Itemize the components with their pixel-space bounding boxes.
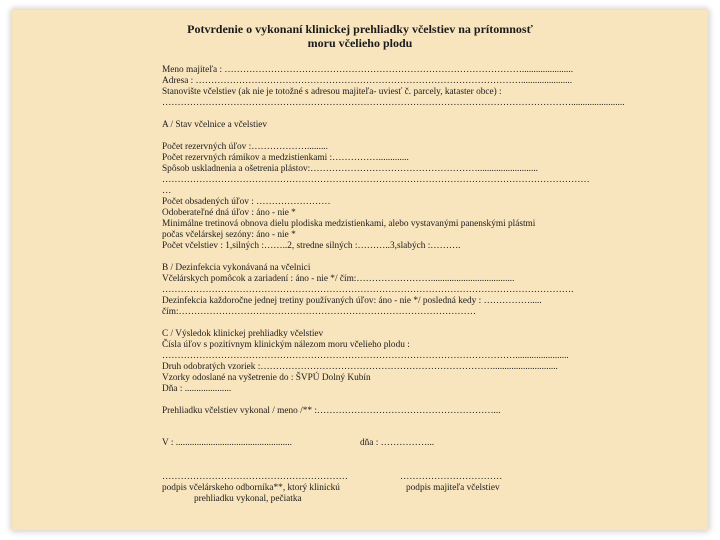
occupied-hives-line: Počet obsadených úľov : …………………… — [162, 197, 331, 207]
signature-right-dots: …………………………… — [400, 472, 503, 482]
owner-name-line: Meno majiteľa : ……………………………………………………………………………………...................... — [162, 65, 574, 75]
sent-date-line: Dňa : .................... — [162, 384, 232, 394]
samples-line: Druh odobratých vzoriek :…………………………………………………………………............................ — [162, 362, 558, 372]
disinfectant-line: čím:…………………………………………………………………………………… — [162, 307, 477, 317]
title-line-1: Potvrdenie o vykonaní klinickej prehliadky včelstiev na prítomnosť — [187, 22, 533, 36]
section-c-heading: C / Výsledok klinickej prehliadky včelstiev — [162, 329, 324, 339]
dots-line-3: ……………………………………………………………………………………………………………………. — [162, 285, 574, 295]
positive-hives-line: Čísla úľov s pozitívnym klinickým nálezom moru včelieho plodu : — [162, 340, 410, 350]
section-b-heading: B / Dezinfekcia vykonávaná na včelnici — [162, 263, 311, 273]
title-line-2: moru včelieho plodu — [307, 36, 413, 50]
dots-line-1: ………………………………………………………………………………………………………………………… — [162, 175, 590, 185]
form-page — [12, 10, 708, 530]
removable-bottoms-line: Odoberateľné dná úľov : áno - nie * — [162, 208, 296, 218]
inspector-line: Prehliadku včelstiev vykonal / meno /** :…………………………………………………... — [162, 406, 501, 416]
storage-line: Spôsob uskladnenia a ošetrenia plástov:……………………………………………….......................... — [162, 164, 538, 174]
reserve-hives-line: Počet rezervných úľov :………………......... — [162, 142, 328, 152]
signature-left-caption-2: prehliadku vykonal, pečiatka — [194, 494, 302, 504]
address-line: Adresa : ……………………………………………………………………………………………...................... — [162, 76, 573, 86]
tools-disinfection-line: Včelárskych pomôcok a zariadení : áno - nie */ čím:…………………….................................... — [162, 274, 515, 284]
signature-left-caption-1: podpis včelárskeho odborníka**, ktorý klinickú — [162, 483, 340, 493]
signature-left-dots: …………………………………………………… — [162, 472, 348, 482]
yearly-disinfection-line: Dezinfekcia každoročne jednej tretiny používaných úľov: áno - nie */ posledná kedy : ……………..... — [162, 296, 542, 306]
comb-renewal-line-1: Minimálne tretinová obnova dielu plodiska medzistienkami, alebo vystavanými panenskými plástmi — [162, 219, 536, 229]
signature-right-caption: podpis majiteľa včelstiev — [406, 483, 500, 493]
section-a-heading: A / Stav včelnice a včelstiev — [162, 120, 268, 130]
date-field: dňa : ……………... — [360, 438, 435, 448]
dots-line-4: ……………………………………………………………………………………………………....................... — [162, 351, 569, 361]
dots-line-2: … — [162, 186, 172, 196]
samples-sent-line: Vzorky odoslané na vyšetrenie do : ŠVPÚ Dolný Kubín — [162, 373, 371, 383]
comb-renewal-line-2: počas včelárskej sezóny: áno - nie * — [162, 230, 296, 240]
colonies-count-line: Počet včelstiev : 1,silných :……..2, stredne silných :………..3,slabých :………. — [162, 241, 461, 251]
site-line: Stanovište včelstiev (ak nie je totožné s adresou majiteľa- uviesť č. parcely, kataster obce) : — [162, 87, 502, 97]
site-dots-line: ……………………………………………………………………………………………………………………....................... — [162, 98, 625, 108]
form-title — [12, 22, 708, 50]
reserve-frames-line: Počet rezervných rámikov a medzistienkami :……………............. — [162, 153, 409, 163]
place-field: V : .................................................. — [162, 438, 292, 448]
